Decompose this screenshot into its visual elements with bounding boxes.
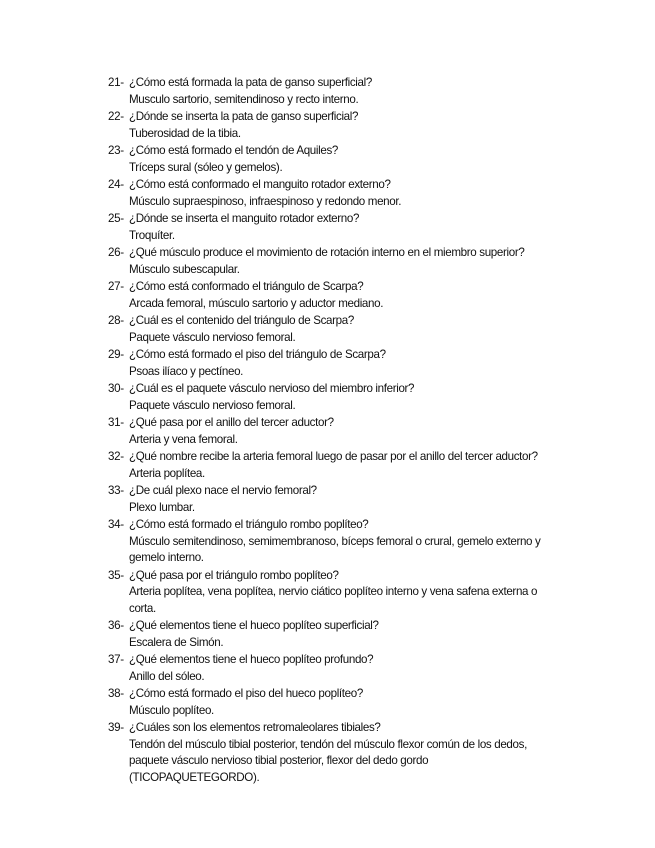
question-line	[108, 686, 608, 703]
answer-text: Arcada femoral, músculo sartorio y aductor mediano.	[129, 296, 384, 310]
question-line	[108, 211, 608, 228]
answer-text: Músculo poplíteo.	[129, 703, 214, 717]
list-item	[108, 652, 608, 685]
answer-text: Psoas ilíaco y pectíneo.	[129, 364, 244, 378]
question-line	[108, 279, 608, 296]
question-line	[108, 347, 608, 364]
answer-text: Músculo semitendinoso, semimembranoso, bíceps femoral o crural, gemelo externo y gemelo interno.	[129, 534, 541, 564]
question-text: ¿Cuáles son los elementos retromaleolares tibiales?	[129, 721, 381, 734]
question-text: ¿Qué elementos tiene el hueco poplíteo profundo?	[129, 653, 374, 666]
question-text: ¿Cuál es el paquete vásculo nervioso del miembro inferior?	[129, 382, 415, 395]
list-item	[108, 415, 608, 448]
question-number: 21-	[108, 76, 124, 89]
answer-text: Musculo sartorio, semitendinoso y recto interno.	[129, 92, 359, 106]
question-number: 35-	[108, 568, 124, 582]
answer-text: Plexo lumbar.	[129, 500, 195, 514]
question-number: 36-	[108, 619, 124, 632]
question-line	[108, 449, 608, 466]
question-line	[108, 517, 608, 534]
answer-text: Tuberosidad de la tibia.	[129, 126, 241, 140]
question-text: ¿Cómo está formado el piso del hueco poplíteo?	[129, 687, 363, 700]
question-number: 31-	[108, 416, 124, 429]
list-item	[108, 381, 608, 414]
list-item	[108, 568, 608, 618]
question-text: ¿Cómo está conformado el manguito rotador externo?	[129, 178, 391, 191]
question-line	[108, 415, 608, 432]
list-item	[108, 245, 608, 278]
question-text: ¿De cuál plexo nace el nervio femoral?	[129, 484, 317, 497]
list-item	[108, 483, 608, 516]
answer-text: Músculo supraespinoso, infraespinoso y redondo menor.	[129, 194, 402, 208]
question-list	[108, 75, 608, 787]
list-item	[108, 143, 608, 176]
question-text: ¿Cómo está conformado el triángulo de Scarpa?	[129, 280, 364, 293]
question-text: ¿Qué músculo produce el movimiento de rotación interno en el miembro superior?	[129, 246, 525, 259]
list-item	[108, 177, 608, 210]
question-number: 27-	[108, 280, 124, 293]
answer-text: Arteria y vena femoral.	[129, 432, 238, 446]
question-text: ¿Cómo está formado el piso del triángulo de Scarpa?	[129, 348, 386, 361]
question-line	[108, 652, 608, 669]
question-number: 32-	[108, 450, 124, 463]
question-number: 24-	[108, 178, 124, 191]
question-number: 23-	[108, 144, 124, 157]
list-item	[108, 313, 608, 346]
question-number: 28-	[108, 314, 124, 327]
list-item	[108, 618, 608, 651]
question-number: 22-	[108, 110, 124, 123]
list-item	[108, 75, 608, 108]
question-line	[108, 381, 608, 398]
question-number: 34-	[108, 518, 124, 531]
question-text: ¿Qué pasa por el anillo del tercer aductor?	[129, 416, 334, 429]
question-line	[108, 75, 608, 92]
answer-text: Músculo subescapular.	[129, 262, 240, 276]
answer-text: Paquete vásculo nervioso femoral.	[129, 398, 296, 412]
question-number: 38-	[108, 687, 124, 700]
question-number: 25-	[108, 212, 124, 225]
question-line	[108, 568, 608, 585]
answer-text: Arteria poplítea, vena poplítea, nervio ciático poplíteo interno y vena safena externa o corta.	[129, 585, 538, 615]
list-item	[108, 449, 608, 482]
question-number: 33-	[108, 484, 124, 497]
question-text: ¿Dónde se inserta la pata de ganso superficial?	[129, 110, 359, 123]
question-text: ¿Cómo está formado el triángulo rombo poplíteo?	[129, 518, 369, 531]
answer-text: Paquete vásculo nervioso femoral.	[129, 330, 296, 344]
question-text: ¿Cómo está formado el tendón de Aquiles?	[129, 144, 338, 157]
question-number: 30-	[108, 382, 124, 395]
question-number: 37-	[108, 653, 124, 666]
question-line	[108, 109, 608, 126]
question-text: ¿Qué elementos tiene el hueco poplíteo superficial?	[129, 619, 379, 632]
question-line	[108, 720, 608, 737]
answer-text: Escalera de Simón.	[129, 635, 224, 649]
question-line	[108, 618, 608, 635]
question-text: ¿Cuál es el contenido del triángulo de Scarpa?	[129, 314, 354, 327]
question-number: 29-	[108, 348, 124, 361]
answer-text: Arteria poplítea.	[129, 466, 205, 480]
list-item	[108, 517, 608, 567]
list-item	[108, 686, 608, 719]
list-item	[108, 211, 608, 244]
list-item	[108, 109, 608, 142]
question-text: ¿Dónde se inserta el manguito rotador externo?	[129, 212, 360, 225]
list-item	[108, 720, 608, 786]
question-text: ¿Cómo está formada la pata de ganso superficial?	[129, 76, 372, 89]
question-line	[108, 483, 608, 500]
question-text: ¿Qué nombre recibe la arteria femoral luego de pasar por el anillo del tercer aductor?	[129, 450, 538, 463]
question-text: ¿Qué pasa por el triángulo rombo poplíteo?	[129, 568, 339, 582]
question-line	[108, 143, 608, 160]
question-line	[108, 177, 608, 194]
list-item	[108, 279, 608, 312]
answer-text: Tríceps sural (sóleo y gemelos).	[129, 160, 283, 174]
answer-text: Anillo del sóleo.	[129, 669, 205, 683]
question-line	[108, 245, 608, 262]
question-number: 26-	[108, 246, 124, 259]
answer-text: Tendón del músculo tibial posterior, tendón del músculo flexor común de los dedos, paquete vásculo nervioso tibial posterior, flexor del dedo gordo (TICOPAQUETEGORDO).	[129, 737, 527, 784]
list-item	[108, 347, 608, 380]
question-line	[108, 313, 608, 330]
answer-text: Troquíter.	[129, 228, 175, 242]
question-number: 39-	[108, 721, 124, 734]
